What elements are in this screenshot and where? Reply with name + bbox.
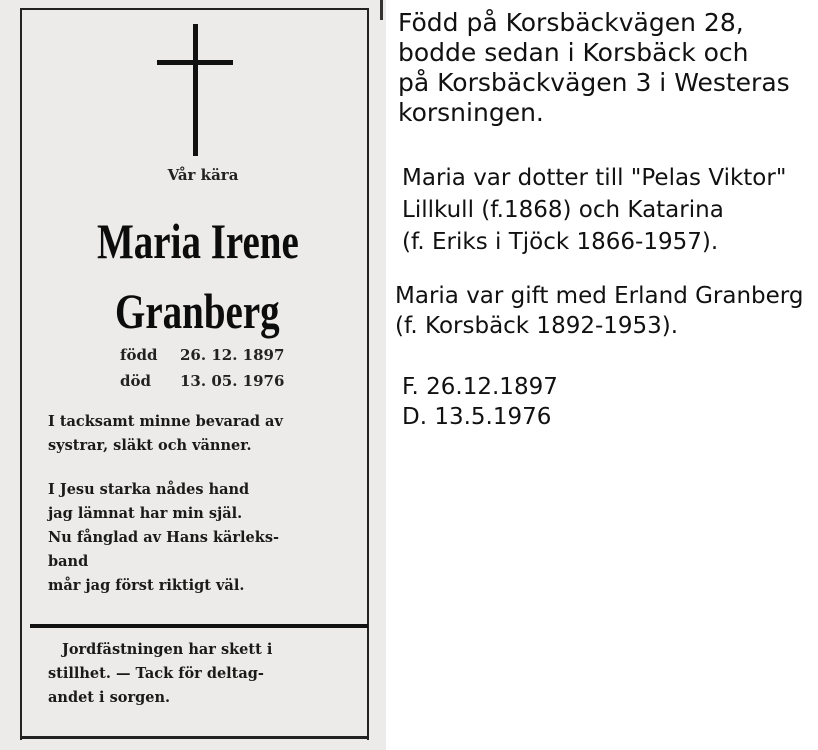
- verse-line: mår jag först riktigt väl.: [48, 577, 245, 594]
- residence-line: Född på Korsbäckvägen 28,: [398, 8, 744, 37]
- parents-line: (f. Eriks i Tjöck 1866-1957).: [402, 229, 719, 255]
- residence-line: på Korsbäckvägen 3 i Westeras: [398, 68, 790, 97]
- parents-note: [402, 162, 786, 258]
- deceased-first-names: Maria Irene: [97, 213, 299, 269]
- deceased-surname: Granberg: [115, 283, 280, 339]
- residence-line: korsningen.: [398, 98, 544, 127]
- verse-text: [48, 478, 279, 598]
- obituary-frame-bottom: [20, 736, 369, 739]
- born-line: [120, 346, 284, 364]
- verse-line: Nu fånglad av Hans kärleks-: [48, 529, 280, 546]
- parents-line: Lillkull (f.1868) och Katarina: [402, 197, 724, 223]
- scan-edge-mark: [380, 0, 383, 20]
- burial-line: andet i sorgen.: [48, 689, 171, 706]
- verse-line: band: [48, 553, 89, 570]
- residence-line: bodde sedan i Korsbäck och: [398, 38, 749, 67]
- death-date-note: D. 13.5.1976: [402, 404, 552, 430]
- born-date: 26. 12. 1897: [180, 346, 285, 364]
- cross-icon: [193, 24, 198, 156]
- born-label: född: [120, 346, 158, 364]
- burial-line: stillhet. — Tack för deltag-: [48, 665, 264, 682]
- died-date: 13. 05. 1976: [180, 372, 285, 390]
- dates-note: [402, 372, 558, 432]
- parents-line: Maria var dotter till "Pelas Viktor": [402, 165, 787, 191]
- memory-text: [48, 410, 283, 458]
- verse-line: jag lämnat har min själ.: [48, 505, 243, 522]
- memory-line: systrar, släkt och vänner.: [48, 437, 252, 454]
- divider-rule: [30, 624, 368, 628]
- spouse-line: Maria var gift med Erland Granberg: [395, 283, 804, 309]
- burial-line: Jordfästningen har skett i: [62, 641, 273, 658]
- died-label: död: [120, 372, 151, 390]
- memory-line: I tacksamt minne bevarad av: [48, 413, 283, 430]
- obituary-notice: [0, 0, 386, 750]
- birth-date-note: F. 26.12.1897: [402, 374, 558, 400]
- obituary-heading: Vår kära: [167, 166, 239, 184]
- spouse-note: [395, 281, 803, 341]
- died-line: [120, 372, 284, 390]
- verse-line: I Jesu starka nådes hand: [48, 481, 250, 498]
- residence-note: [398, 8, 790, 128]
- spouse-line: (f. Korsbäck 1892-1953).: [395, 313, 679, 339]
- burial-text: [48, 638, 273, 710]
- cross-icon-bar: [157, 60, 233, 65]
